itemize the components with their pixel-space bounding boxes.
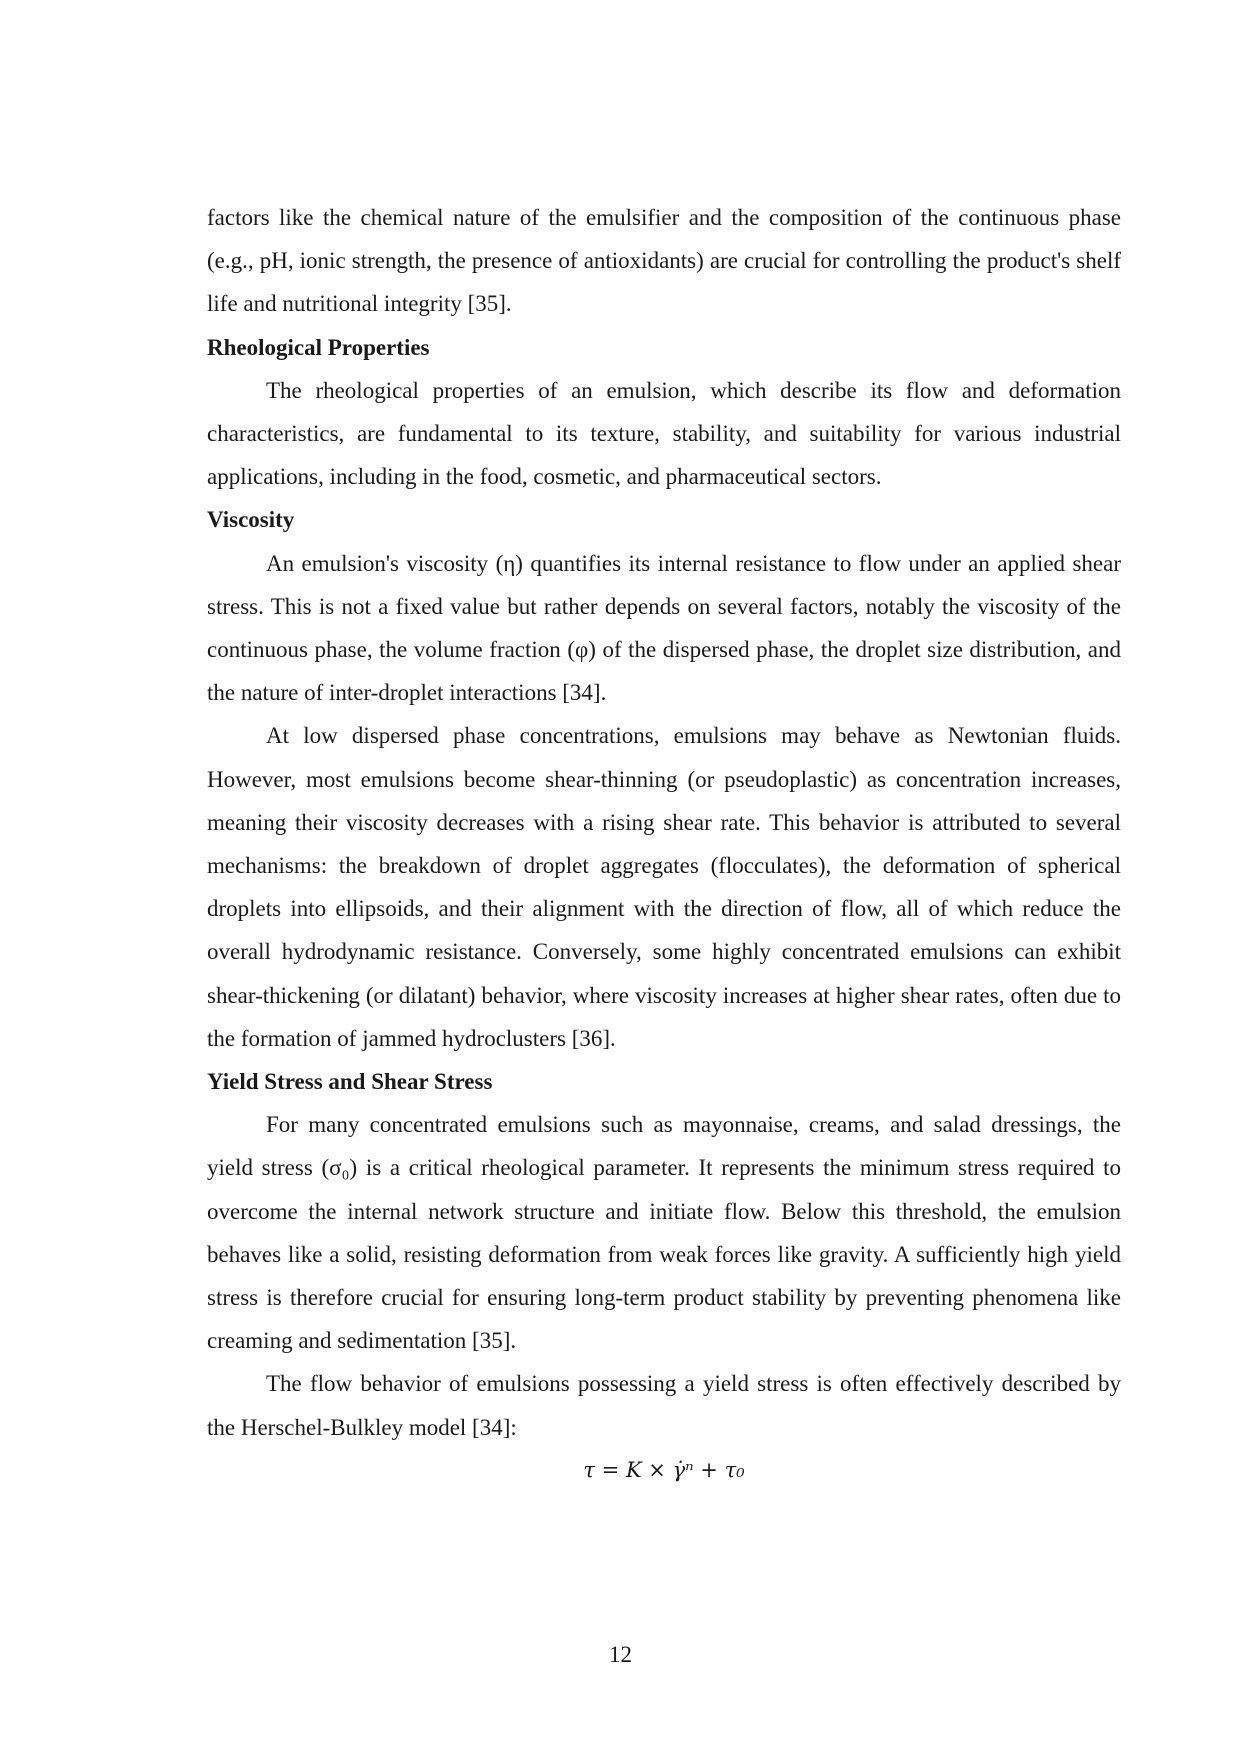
equation-herschel-bulkley: τ = K × γ̇ⁿ + τ₀	[583, 1457, 745, 1482]
page-body	[207, 196, 1121, 1492]
paragraph-viscosity-definition: An emulsion's viscosity (η) quantifies its internal resistance to flow under an applied shear stress. This is not a fixed value but rather depends on several factors, notably the viscosity of the continuous phase, the volume fraction (φ) of the dispersed phase, the droplet size distribution, and the nature of inter-droplet interactions [34].	[207, 550, 1121, 706]
heading-yield-stress: Yield Stress and Shear Stress	[207, 1069, 493, 1095]
paragraph-yield-stress: For many concentrated emulsions such as mayonnaise, creams, and salad dressings, the yield stress (σ₀) is a critical rheological parameter. It represents the minimum stress required to overcome the internal network structure and initiate flow. Below this threshold, the emulsion behaves like a solid, resisting deformation from weak forces like gravity. A sufficiently high yield stress is therefore crucial for ensuring long-term product stability by preventing phenomena like creaming and sedimentation [35].	[207, 1112, 1121, 1354]
paragraph-rheological-intro: The rheological properties of an emulsion, which describe its flow and deformation characteristics, are fundamental to its texture, stability, and suitability for various industrial applications, including in the food, cosmetic, and pharmaceutical sectors.	[207, 377, 1121, 490]
paragraph-herschel-bulkley: The flow behavior of emulsions possessing a yield stress is often effectively described by the Herschel-Bulkley model [34]:	[207, 1371, 1121, 1440]
heading-rheological-properties: Rheological Properties	[207, 334, 430, 360]
heading-viscosity: Viscosity	[207, 507, 295, 533]
paragraph-shear-thinning: At low dispersed phase concentrations, emulsions may behave as Newtonian fluids. However, most emulsions become shear-thinning (or pseudoplastic) as concentration increases, meaning their viscosity decreases with a rising shear rate. This behavior is attributed to several mechanisms: the breakdown of droplet aggregates (flocculates), the deformation of spherical droplets into ellipsoids, and their alignment with the direction of flow, all of which reduce the overall hydrodynamic resistance. Conversely, some highly concentrated emulsions can exhibit shear-thickening (or dilatant) behavior, where viscosity increases at higher shear rates, often due to the formation of jammed hydroclusters [36].	[207, 723, 1121, 1051]
page-number: 12	[609, 1642, 632, 1667]
paragraph-emulsifier-factors: factors like the chemical nature of the emulsifier and the composition of the continuous phase (e.g., pH, ionic strength, the presence of antioxidants) are crucial for controlling the product's shelf life and nutritional integrity [35].	[207, 205, 1121, 317]
